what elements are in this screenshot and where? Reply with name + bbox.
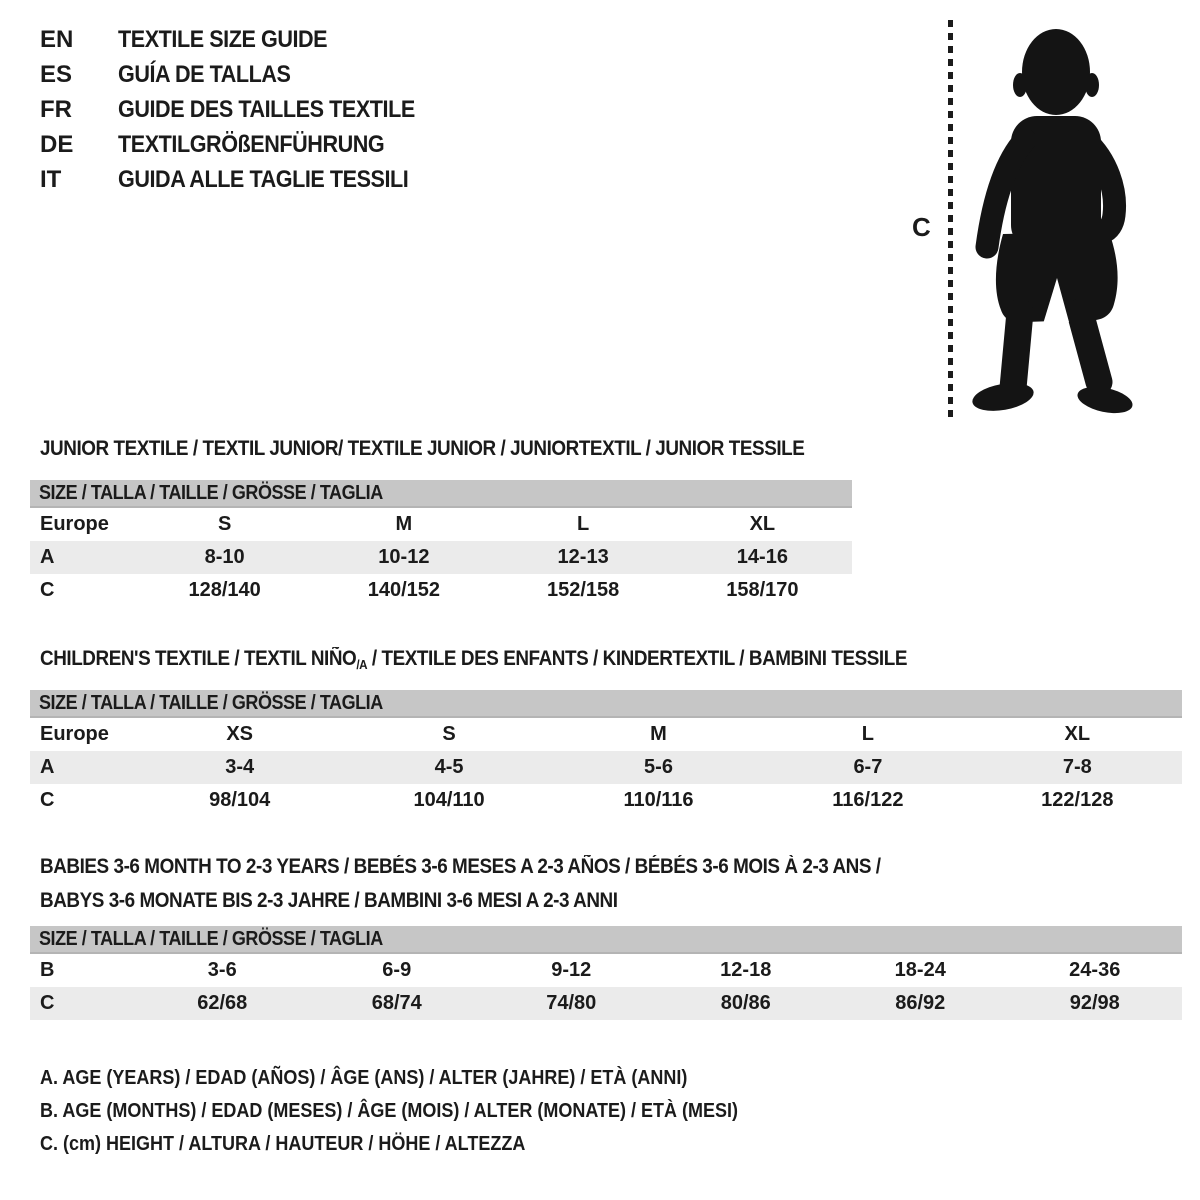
height-cell: 104/110 (413, 789, 485, 811)
age-cell: 7-8 (1062, 756, 1092, 778)
nino-a-subscript: /A (356, 657, 368, 672)
table-row (30, 987, 1182, 1020)
toddler-silhouette-image (965, 22, 1143, 420)
babies-section-title-line1: BABIES 3-6 MONTH TO 2-3 YEARS / BEBÉS 3-6 MESES A 2-3 AÑOS / BÉBÉS 3-6 MOIS À 2-3 ANS / (40, 855, 881, 878)
row-label: B (40, 959, 55, 981)
row-label: Europe (40, 723, 109, 745)
children-section-title-text: CHILDREN'S TEXTILE / TEXTIL $NIÑO_{/A}$ / TEXTILE DES ENFANTS / KINDERTEXTIL / BAMBINI TESSILE (40, 647, 907, 672)
language-code-fr: FR (40, 95, 72, 123)
age-cell: 4-5 (434, 756, 464, 778)
height-cell: 74/80 (546, 992, 597, 1014)
children-size-header-bar (30, 690, 1182, 718)
height-cell: 158/170 (726, 579, 799, 601)
guide-title-de: TEXTILGRÖßENFÜHRUNG (118, 130, 385, 158)
row-label: Europe (40, 513, 109, 535)
age-cell: 24-36 (1069, 959, 1121, 981)
table-row (30, 541, 852, 574)
age-cell: 10-12 (378, 546, 430, 568)
age-cell: 18-24 (894, 959, 946, 981)
size-cell: M (650, 723, 667, 745)
size-cell: XL (749, 513, 776, 535)
age-cell: 6-7 (853, 756, 883, 778)
table-row (30, 508, 852, 541)
language-row-it (40, 162, 448, 197)
size-cell: L (577, 513, 590, 535)
language-row-de (40, 127, 448, 162)
size-cell: S (217, 513, 232, 535)
age-cell: 5-6 (644, 756, 673, 778)
guide-title-it: GUIDA ALLE TAGLIE TESSILI (118, 165, 409, 193)
height-cell: 140/152 (367, 579, 441, 601)
height-cell: 116/122 (832, 789, 904, 811)
size-cell: M (395, 513, 413, 535)
height-cell: 98/104 (209, 789, 271, 811)
junior-size-header-bar (30, 480, 852, 508)
age-cell: 14-16 (736, 546, 788, 568)
size-cell: XS (226, 723, 254, 745)
row-label: C (40, 579, 55, 601)
language-title-block (40, 22, 448, 197)
table-row (30, 574, 852, 607)
row-label: C (40, 992, 55, 1014)
age-cell: 12-18 (720, 959, 772, 981)
row-label: C (40, 789, 55, 811)
height-cell: 92/98 (1069, 992, 1120, 1014)
height-cell: 68/74 (371, 992, 422, 1014)
height-measure-label: C (912, 212, 931, 242)
height-cell: 80/86 (720, 992, 771, 1014)
children-size-header-text: SIZE / TALLA / TAILLE / GRÖSSE / TAGLIA (39, 691, 383, 714)
table-row (30, 718, 1182, 751)
height-cell: 62/68 (197, 992, 248, 1014)
height-cell: 128/140 (188, 579, 261, 601)
children-size-table (30, 690, 1182, 817)
legend-line-c: C. (cm) HEIGHT / ALTURA / HAUTEUR / HÖHE / ALTEZZA (40, 1133, 526, 1155)
junior-size-table (30, 480, 852, 607)
size-cell: L (861, 723, 874, 745)
age-cell: 8-10 (204, 546, 245, 568)
height-measure-dashed-line (948, 20, 953, 418)
junior-section-title-text: JUNIOR TEXTILE / TEXTIL JUNIOR/ TEXTILE JUNIOR / JUNIORTEXTIL / JUNIOR TESSILE (40, 437, 805, 460)
junior-section-title (40, 432, 889, 466)
language-row-fr (40, 92, 448, 127)
size-cell: XL (1064, 723, 1091, 745)
babies-size-header-bar (30, 926, 1182, 954)
height-cell: 110/116 (623, 789, 694, 811)
legend (40, 1062, 816, 1161)
row-label: A (40, 756, 55, 778)
language-row-es (40, 57, 448, 92)
age-cell: 12-13 (557, 546, 609, 568)
guide-title-fr: GUIDE DES TAILLES TEXTILE (118, 95, 415, 123)
table-row (30, 751, 1182, 784)
legend-line-a: A. AGE (YEARS) / EDAD (AÑOS) / ÂGE (ANS) / ALTER (JAHRE) / ETÀ (ANNI) (40, 1067, 688, 1089)
height-cell: 122/128 (1041, 789, 1114, 811)
language-code-de: DE (40, 130, 74, 158)
babies-section-title (40, 850, 974, 918)
guide-title-en: TEXTILE SIZE GUIDE (118, 25, 328, 53)
height-cell: 86/92 (895, 992, 946, 1014)
guide-title-es: GUÍA DE TALLAS (118, 60, 291, 88)
age-cell: 3-4 (225, 756, 255, 778)
language-code-en: EN (40, 25, 74, 53)
row-label: A (40, 546, 55, 568)
age-cell: 6-9 (382, 959, 412, 981)
height-cell: 152/158 (546, 579, 620, 601)
language-row-en (40, 22, 448, 57)
babies-section-title-line2: BABYS 3-6 MONATE BIS 2-3 JAHRE / BAMBINI 3-6 MESI A 2-3 ANNI (40, 889, 618, 912)
age-cell: 3-6 (207, 959, 237, 981)
size-cell: S (442, 723, 456, 745)
junior-size-header-text: SIZE / TALLA / TAILLE / GRÖSSE / TAGLIA (39, 481, 383, 504)
language-code-es: ES (40, 60, 73, 88)
legend-line-b: B. AGE (MONTHS) / EDAD (MESES) / ÂGE (MOIS) / ALTER (MONATE) / ETÀ (MESI) (40, 1100, 738, 1122)
babies-size-header-text: SIZE / TALLA / TAILLE / GRÖSSE / TAGLIA (39, 927, 383, 950)
table-row (30, 954, 1182, 987)
age-cell: 9-12 (551, 959, 592, 981)
babies-size-table (30, 926, 1182, 1020)
language-code-it: IT (40, 165, 62, 193)
table-row (30, 784, 1182, 817)
children-section-title (40, 642, 1003, 682)
